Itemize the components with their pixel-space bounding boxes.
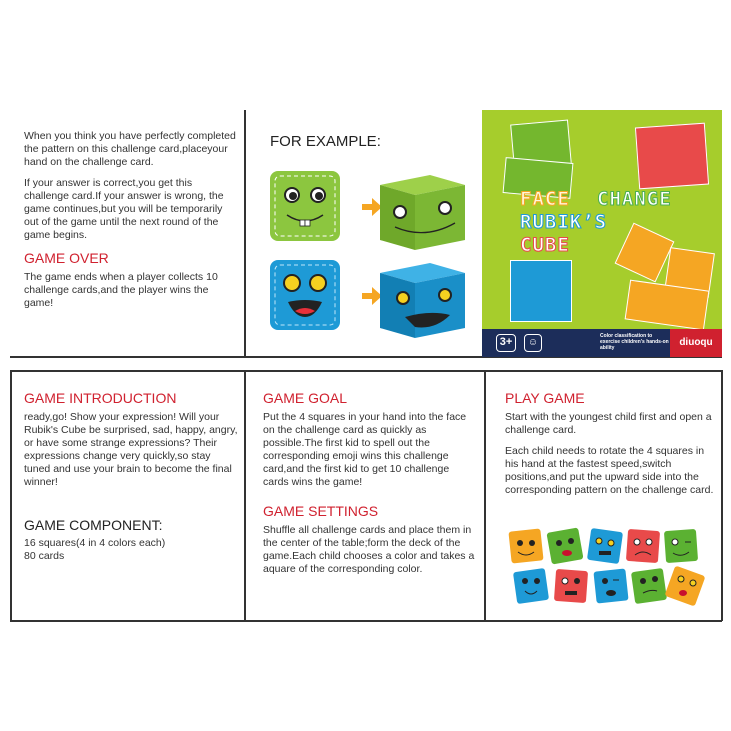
tagline: Color classification to exercise children's hands-on ability — [600, 333, 669, 351]
face-tile-icon — [593, 568, 628, 603]
face-tile-icon — [513, 568, 549, 604]
divider — [244, 370, 246, 621]
arrow-icon — [362, 287, 382, 305]
goal-section — [263, 390, 477, 584]
face-tile-icon — [587, 528, 623, 564]
cover-title-change: CHANGE — [597, 188, 672, 210]
product-box-cover — [482, 110, 722, 357]
cover-title-face: FACE — [520, 188, 570, 210]
face-tile-icon — [664, 565, 705, 606]
face-tile-icon — [664, 529, 698, 563]
red-face-tiles — [635, 123, 709, 190]
face-tile-icon — [508, 528, 543, 563]
face-tile-icon — [554, 569, 588, 603]
face-tile-icon — [626, 529, 660, 563]
divider — [10, 370, 12, 621]
rules-para: When you think you have perfectly completed the pattern on this challenge card,placeyour hand on the challenge card. — [24, 130, 236, 168]
component-line: 80 cards — [24, 550, 65, 562]
component-title: GAME COMPONENT: — [24, 517, 163, 533]
baby-icon: ☺ — [524, 334, 542, 352]
face-tile-icon — [631, 568, 667, 604]
example-title: FOR EXAMPLE: — [270, 133, 381, 150]
goal-text: Put the 4 squares in your hand into the face on the challenge card as quickly as possible.The first kid to spell out the corresponding emoji wins this challenge card,and the first kid to get 10 challenge cards wins the game! — [263, 411, 467, 488]
blue-card-icon — [270, 260, 340, 330]
face-tile-icon — [546, 527, 583, 564]
divider — [244, 110, 246, 357]
play-title: PLAY GAME — [505, 390, 585, 406]
blue-cube-icon — [380, 263, 465, 338]
game-over-title: GAME OVER — [24, 250, 109, 266]
play-para: Start with the youngest child first and open a challenge card. — [505, 411, 712, 436]
goal-title: GAME GOAL — [263, 390, 348, 406]
cover-title-cube: CUBE — [520, 234, 570, 256]
example-illustration — [265, 165, 475, 345]
play-section — [505, 390, 715, 505]
settings-title: GAME SETTINGS — [263, 503, 379, 519]
green-cube-icon — [380, 175, 465, 250]
orange-face-tiles — [615, 223, 675, 283]
settings-text: Shuffle all challenge cards and place them in the center of the table;form the deck of the game.Each child chooses a color and takes a aquare of the corresponding color. — [263, 524, 475, 575]
divider — [721, 370, 723, 621]
divider — [484, 370, 486, 621]
play-para: Each child needs to rotate the 4 squares in his hand at the fastest speed,switch positions,and put the upward side into the corresponding pattern on the challenge card. — [505, 445, 714, 496]
rules-para: If your answer is correct,you get this challenge card.If your answer is wrong, the game continues,but you will be temporarily out of the game until the next round of the game begins. — [24, 177, 224, 241]
divider — [10, 370, 722, 372]
cover-bottom-bar — [482, 329, 722, 357]
age-badge: 3+ — [496, 334, 516, 352]
intro-text: ready,go! Show your expression! Will your Rubik's Cube be surprised, sad, happy, angry, or have some strange expressions? Their expressions change very quickly,so stay tuned and use your brain to become the final winner! — [24, 411, 238, 488]
component-line: 16 squares(4 in 4 colors each) — [24, 537, 166, 549]
divider — [10, 620, 722, 622]
brand-logo: diuoqu — [670, 329, 722, 357]
face-tiles-illustration — [505, 525, 705, 610]
cover-title-rubiks: RUBIK’S — [520, 211, 608, 233]
rules-section — [24, 130, 236, 318]
blue-face-tiles — [510, 260, 572, 322]
green-card-icon — [270, 171, 340, 241]
arrow-icon — [362, 198, 382, 216]
intro-section — [24, 390, 238, 563]
intro-title: GAME INTRODUCTION — [24, 390, 177, 406]
game-over-text: The game ends when a player collects 10 challenge cards,and the player wins the game! — [24, 271, 218, 309]
